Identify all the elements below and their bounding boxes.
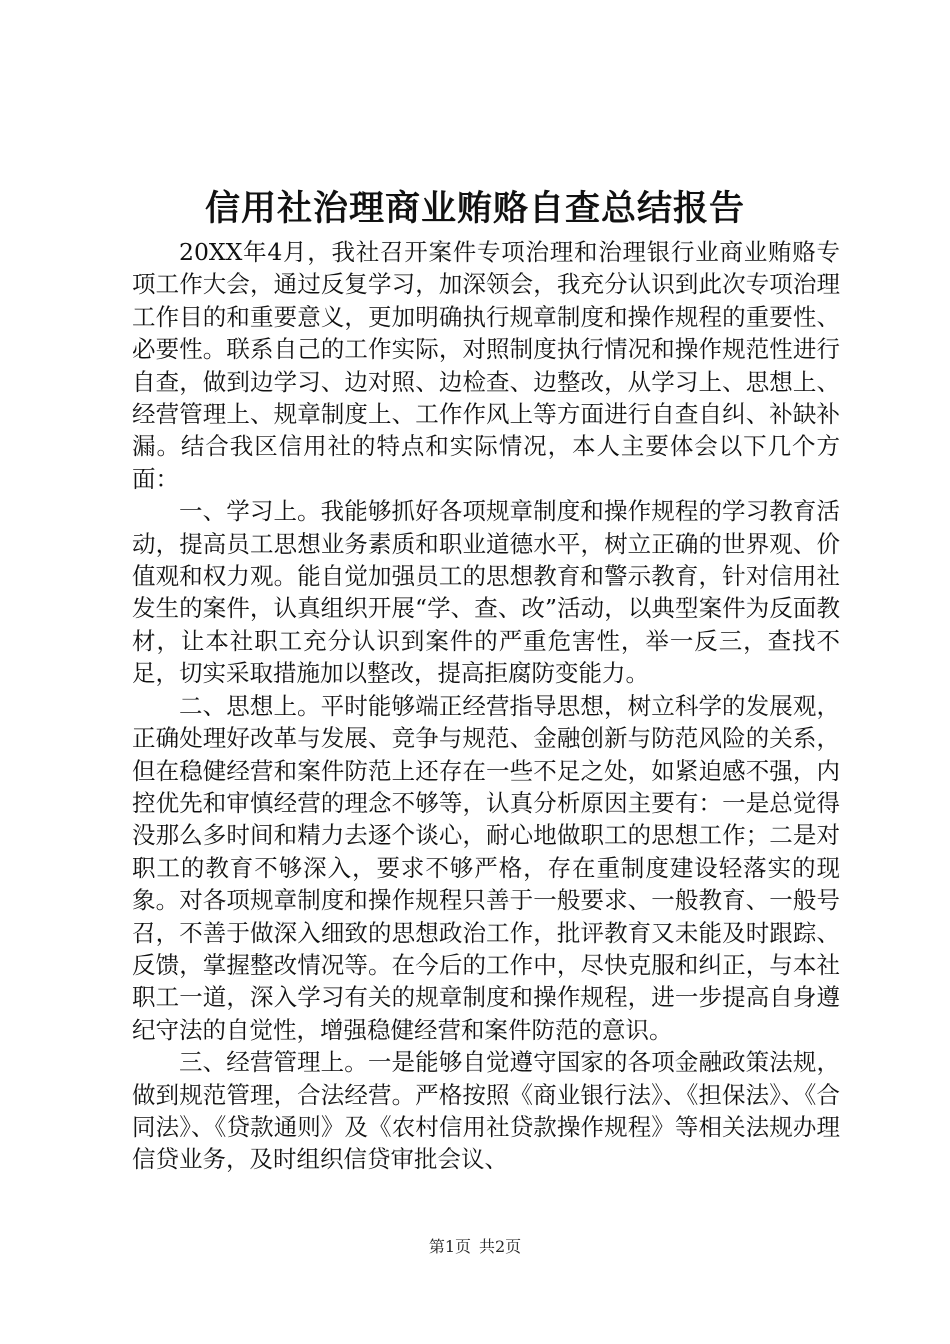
- paragraph-intro: 20XX年4月，我社召开案件专项治理和治理银行业商业贿赂专项工作大会，通过反复学习，加深领会，我充分认识到此次专项治理工作目的和重要意义，更加明确执行规章制度和操作规程的重要性、必要性。联系自己的工作实际，对照制度执行情况和操作规范性进行自查，做到边学习、边对照、边检查、边整改，从学习上、思想上、经营管理上、规章制度上、工作作风上等方面进行自查自纠、补缺补漏。结合我区信用社的特点和实际情况，本人主要体会以下几个方面：: [132, 238, 840, 493]
- page-footer: [0, 1236, 950, 1258]
- paragraph-management: 三、经营管理上。一是能够自觉遵守国家的各项金融政策法规，做到规范管理，合法经营。严格按照《商业银行法》、《担保法》、《合同法》、《贷款通则》及《农村信用社贷款操作规程》等相关法规办理信贷业务，及时组织信贷审批会议、: [132, 1048, 840, 1174]
- paragraph-study: 一、学习上。我能够抓好各项规章制度和操作规程的学习教育活动，提高员工思想业务素质和职业道德水平，树立正确的世界观、价值观和权力观。能自觉加强员工的思想教育和警示教育，针对信用社发生的案件，认真组织开展“学、查、改”活动，以典型案件为反面教材，让本社职工充分认识到案件的严重危害性，举一反三，查找不足，切实采取措施加以整改，提高拒腐防变能力。: [132, 497, 840, 688]
- page-number: 第1页: [428, 1237, 471, 1256]
- page-total: 共2页: [479, 1237, 522, 1256]
- document-title: 信用社治理商业贿赂自查总结报告: [204, 188, 745, 229]
- document-body: [132, 236, 840, 1176]
- paragraph-thinking: 二、思想上。平时能够端正经营指导思想，树立科学的发展观，正确处理好改革与发展、竞争与规范、金融创新与防范风险的关系，但在稳健经营和案件防范上还存在一些不足之处，如紧迫感不强，内控优先和审慎经营的理念不够等，认真分析原因主要有：一是总觉得没那么多时间和精力去逐个谈心，耐心地做职工的思想工作；二是对职工的教育不够深入，要求不够严格，存在重制度建设轻落实的现象。对各项规章制度和操作规程只善于一般要求、一般教育、一般号召，不善于做深入细致的思想政治工作，批评教育又未能及时跟踪、反馈，掌握整改情况等。在今后的工作中，尽快克服和纠正，与本社职工一道，深入学习有关的规章制度和操作规程，进一步提高自身遵纪守法的自觉性，增强稳健经营和案件防范的意识。: [132, 691, 840, 1044]
